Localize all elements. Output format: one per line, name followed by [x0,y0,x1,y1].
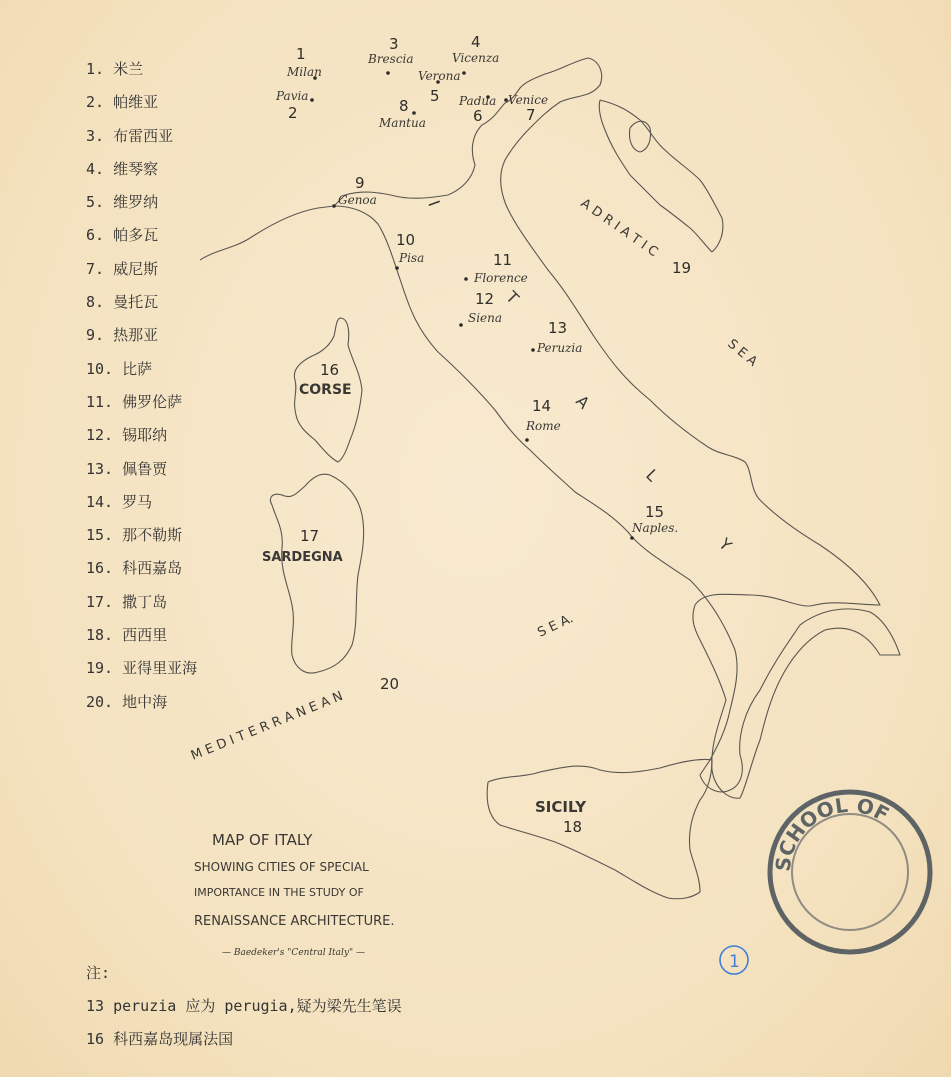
map-number: 6 [473,107,483,125]
legend-item: 8. 曼托瓦 [86,293,159,312]
legend-item: 11. 佛罗伦萨 [86,392,183,411]
map-number: 13 [548,319,568,337]
sea-mediterranean-sea: S E A. [535,611,576,641]
map-number: 14 [532,397,552,415]
stamp-text [771,793,893,873]
legend-item: 15. 那不勒斯 [86,526,183,545]
stamp-text-path: SCHOOL OF [770,792,894,873]
sea-mediterranean: M E D I T E R R A N E A N [188,688,346,764]
city-dot [310,98,314,102]
italy-letter: T [502,287,523,308]
city-name: Pisa [399,251,425,265]
city-name: Pavia [276,89,309,103]
legend-item: 4. 维琴察 [86,159,159,178]
city-name: Florence [474,271,528,285]
note-line: 13 peruzia 应为 perugia,疑为梁先生笔误 [86,997,402,1015]
library-stamp [770,792,930,952]
title-line-2: SHOWING CITIES OF SPECIAL [194,860,369,874]
city-name: Siena [468,311,503,325]
map-number: 18 [563,818,583,836]
city-dot [525,438,529,442]
legend-item: 9. 热那亚 [86,326,159,345]
legend-item: 12. 锡耶纳 [86,426,168,445]
map-number: 12 [475,290,495,308]
map-number: 10 [396,231,416,249]
legend-item: 5. 维罗纳 [86,193,159,212]
title-line-3: IMPORTANCE IN THE STUDY OF [194,886,364,899]
region-sardegna: SARDEGNA [262,550,343,565]
map-title-block [194,831,395,958]
region-labels [262,382,587,816]
map-numbers [288,33,691,836]
city-name: Peruzia [537,341,583,355]
legend-item: 7. 威尼斯 [86,259,159,278]
legend-item: 10. 比萨 [86,359,153,378]
map-number: 19 [672,259,692,277]
legend-item: 18. 西西里 [86,626,168,645]
city-dot [630,536,634,540]
map-number: 5 [430,87,440,105]
region-corse: CORSE [299,382,352,398]
legend-item: 16. 科西嘉岛 [86,559,183,578]
legend-item: 20. 地中海 [86,692,168,711]
notes-heading: 注: [86,964,111,982]
page-mark-number: 1 [729,952,740,972]
city-dot [332,204,336,208]
italy-letter: L [642,465,662,486]
notes-section [86,962,402,1061]
map-number: 4 [471,33,481,51]
city-dot [386,71,390,75]
city-name: Naples. [632,521,679,535]
title-line-1: MAP OF ITALY [212,831,313,849]
map-number: 16 [320,361,340,379]
legend-item: 3. 布雷西亚 [86,126,174,145]
italy-letter: A [572,391,594,413]
map-number: 17 [300,527,320,545]
city-name: Brescia [368,52,414,66]
note-line: 16 科西嘉岛现属法国 [86,1030,234,1048]
adriatic-island [629,121,650,152]
italy-letter: I [424,197,444,209]
city-dot [464,277,468,281]
title-line-4: RENAISSANCE ARCHITECTURE. [194,914,395,929]
map-number: 3 [389,35,399,53]
legend-item: 6. 帕多瓦 [86,226,159,245]
city-name: Venice [508,93,549,107]
city-name: Mantua [379,116,426,130]
city-dot [412,111,416,115]
sea-adriatic: A D R I A T I C [577,195,661,261]
city-name: Padua [459,94,497,108]
sardinia-outline [270,474,363,673]
map-number: 20 [380,675,400,693]
map-number: 9 [355,174,365,192]
sicily-outline [487,759,712,898]
legend-item: 17. 撒丁岛 [86,592,168,611]
title-source: — Baedeker's "Central Italy" — [222,948,365,958]
city-dot [462,71,466,75]
italy-letter: Y [715,534,736,555]
city-name: Genoa [338,193,377,207]
city-dot [459,323,463,327]
map-number: 7 [526,106,536,124]
page-mark [720,946,748,974]
legend-item: 19. 亚得里亚海 [86,659,198,678]
map-number: 11 [493,251,513,269]
city-name: Vicenza [452,51,500,65]
legend-item: 1. 米兰 [86,60,144,78]
legend-item: 2. 帕维亚 [86,93,159,112]
map-number: 2 [288,104,298,122]
legend-item: 13. 佩鲁贾 [86,459,168,478]
city-dot [395,266,399,270]
city-name: Milan [287,65,322,79]
city-dots [310,71,634,540]
sea-adriatic-sea: S E A [724,336,760,370]
city-name: Verona [418,69,461,83]
italy-letters [424,195,736,555]
map-number: 15 [645,503,665,521]
map-number: 1 [296,45,306,63]
city-dot [531,348,535,352]
map-number: 8 [399,97,409,115]
legend-item: 14. 罗马 [86,492,153,511]
city-name: Rome [526,419,561,433]
region-sicily: SICILY [535,798,587,816]
